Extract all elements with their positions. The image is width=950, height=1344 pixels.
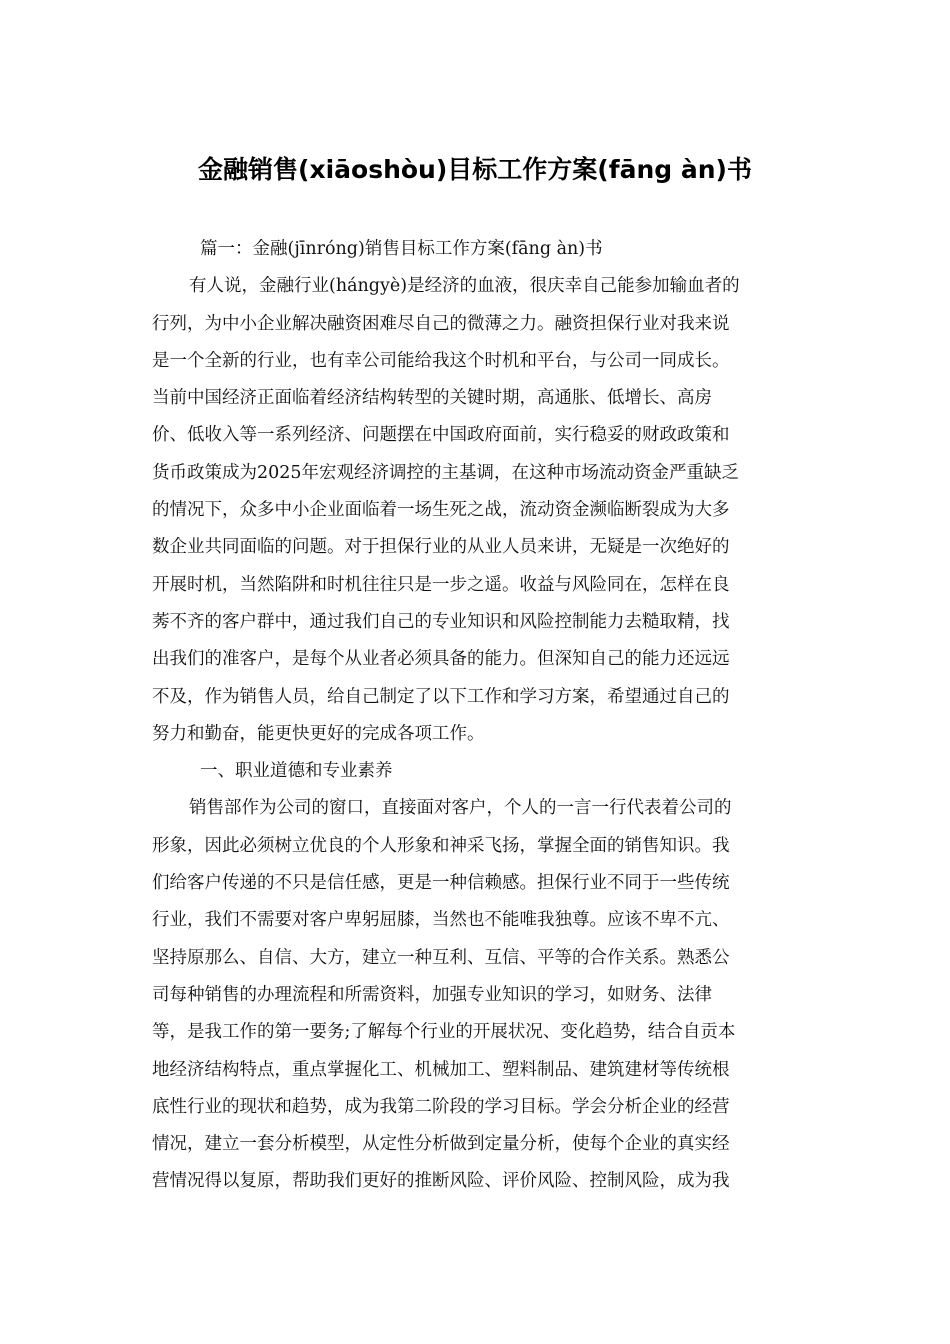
paragraph-line: 地经济结构特点，重点掌握化工、机械加工、塑料制品、建筑建材等传统根 (152, 1059, 730, 1080)
paragraph-line: 是一个全新的行业，也有幸公司能给我这个时机和平台，与公司一同成长。 (152, 350, 730, 371)
document-title: 金融销售(xiāoshòu)目标工作方案(fāng àn)书 (198, 155, 752, 184)
document-body (152, 231, 792, 1201)
paragraph-line: 的情况下，众多中小企业面临着一场生死之战，流动资金濒临断裂成为大多 (152, 500, 730, 521)
section-heading: 一、职业道德和专业素养 (200, 761, 393, 782)
paragraph-line: 们给客户传递的不只是信任感，更是一种信赖感。担保行业不同于一些传统 (152, 873, 730, 894)
paragraph-line: 形象，因此必须树立优良的个人形象和神采飞扬，掌握全面的销售知识。我 (152, 835, 730, 856)
paragraph-line: 价、低收入等一系列经济、问题摆在中国政府面前，实行稳妥的财政政策和 (152, 425, 730, 446)
subtitle-line: 篇一：金融(jīnróng)销售目标工作方案(fāng àn)书 (200, 239, 603, 259)
paragraph-line: 数企业共同面临的问题。对于担保行业的从业人员来讲，无疑是一次绝好的 (152, 537, 730, 558)
paragraph-line: 行列，为中小企业解决融资困难尽自己的微薄之力。融资担保行业对我来说 (152, 313, 730, 334)
paragraph-line: 货币政策成为2025年宏观经济调控的主基调，在这种市场流动资金严重缺乏 (152, 462, 740, 483)
paragraph-line: 莠不齐的客户群中，通过我们自己的专业知识和风险控制能力去糙取精，找 (152, 611, 730, 632)
paragraph-line: 出我们的准客户，是每个从业者必须具备的能力。但深知自己的能力还远远 (152, 649, 730, 670)
paragraph-line: 情况，建立一套分析模型，从定性分析做到定量分析，使每个企业的真实经 (152, 1134, 730, 1155)
paragraph-line: 有人说，金融行业(hángyè)是经济的血液，很庆幸自己能参加输血者的 (189, 276, 740, 297)
paragraph-line: 坚持原那么、自信、大方，建立一种互利、互信、平等的合作关系。熟悉公 (152, 947, 730, 968)
paragraph-line: 司每种销售的办理流程和所需资料，加强专业知识的学习，如财务、法律 (152, 984, 712, 1005)
paragraph-line: 不及，作为销售人员，给自己制定了以下工作和学习方案，希望通过自己的 (152, 686, 730, 707)
paragraph-line: 销售部作为公司的窗口，直接面对客户，个人的一言一行代表着公司的 (189, 798, 732, 819)
paragraph-line: 行业，我们不需要对客户卑躬屈膝，当然也不能唯我独尊。应该不卑不亢、 (152, 910, 730, 931)
paragraph-line: 当前中国经济正面临着经济结构转型的关键时期，高通胀、低增长、高房 (152, 388, 712, 409)
paragraph-line: 营情况得以复原，帮助我们更好的推断风险、评价风险、控制风险，成为我 (152, 1171, 730, 1192)
paragraph-line: 开展时机，当然陷阱和时机往往只是一步之遥。收益与风险同在，怎样在良 (152, 574, 730, 595)
paragraph-line: 等，是我工作的第一要务;了解每个行业的开展状况、变化趋势，结合自贡本 (152, 1022, 736, 1043)
paragraph-line: 底性行业的现状和趋势，成为我第二阶段的学习目标。学会分析企业的经营 (152, 1096, 730, 1117)
paragraph-line: 努力和勤奋，能更快更好的完成各项工作。 (152, 723, 485, 744)
